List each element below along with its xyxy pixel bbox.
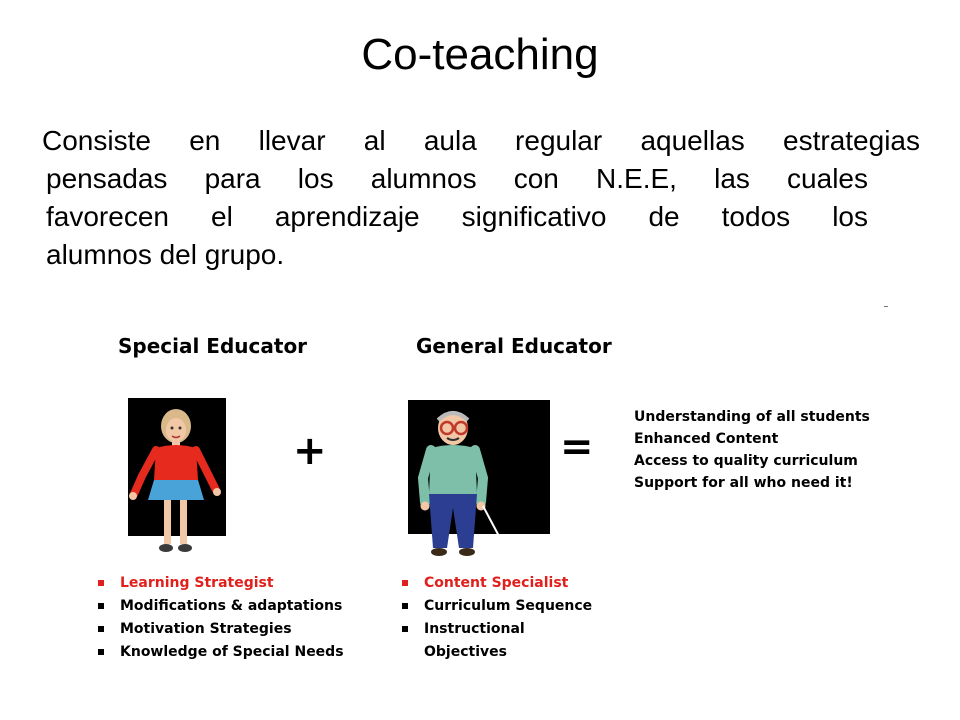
general-educator-list — [400, 572, 592, 664]
special-educator-figure — [120, 400, 230, 560]
list-item-label: Learning Strategist — [120, 575, 274, 591]
bullet-icon — [402, 580, 408, 586]
list-item-continuation — [400, 641, 592, 664]
list-item — [400, 572, 592, 595]
general-educator-heading: General Educator — [416, 334, 612, 358]
results-list — [634, 406, 870, 494]
list-item-label: Motivation Strategies — [120, 621, 292, 637]
paragraph-line-3: favorecen el aprendizaje significativo de todos los — [46, 201, 868, 232]
slide-paragraph — [30, 122, 930, 274]
bullet-icon — [402, 626, 408, 632]
result-item: Understanding of all students — [634, 409, 870, 425]
list-item — [96, 618, 344, 641]
special-educator-list — [96, 572, 344, 664]
result-item: Enhanced Content — [634, 431, 779, 447]
special-educator-heading: Special Educator — [118, 334, 308, 358]
equals-symbol: = — [560, 424, 594, 470]
result-item: Support for all who need it! — [634, 475, 853, 491]
list-item — [400, 618, 592, 641]
decorative-tick — [884, 306, 888, 307]
list-item-label: Modifications & adaptations — [120, 598, 343, 614]
paragraph-line-2: pensadas para los alumnos con N.E.E, las cuales — [46, 163, 868, 194]
bullet-icon — [98, 603, 104, 609]
list-item-label: Knowledge of Special Needs — [120, 644, 344, 660]
paragraph-line-4: alumnos del grupo. — [46, 239, 285, 270]
bullet-icon — [98, 580, 104, 586]
list-item — [96, 595, 344, 618]
result-item: Access to quality curriculum — [634, 453, 858, 469]
slide-title: Co-teaching — [361, 30, 599, 79]
list-item-label: Content Specialist — [424, 575, 569, 591]
general-educator-figure — [405, 398, 505, 563]
list-item — [96, 641, 344, 664]
paragraph-line-1: Consiste en llevar al aula regular aquellas estrategias — [42, 125, 920, 156]
list-item-label: Objectives — [424, 644, 507, 660]
list-item — [400, 595, 592, 618]
list-item — [96, 572, 344, 595]
plus-symbol: + — [293, 428, 327, 474]
bullet-icon — [98, 626, 104, 632]
bullet-icon — [402, 603, 408, 609]
list-item-label: Curriculum Sequence — [424, 598, 593, 614]
list-item-label: Instructional — [424, 621, 525, 637]
bullet-icon — [98, 649, 104, 655]
